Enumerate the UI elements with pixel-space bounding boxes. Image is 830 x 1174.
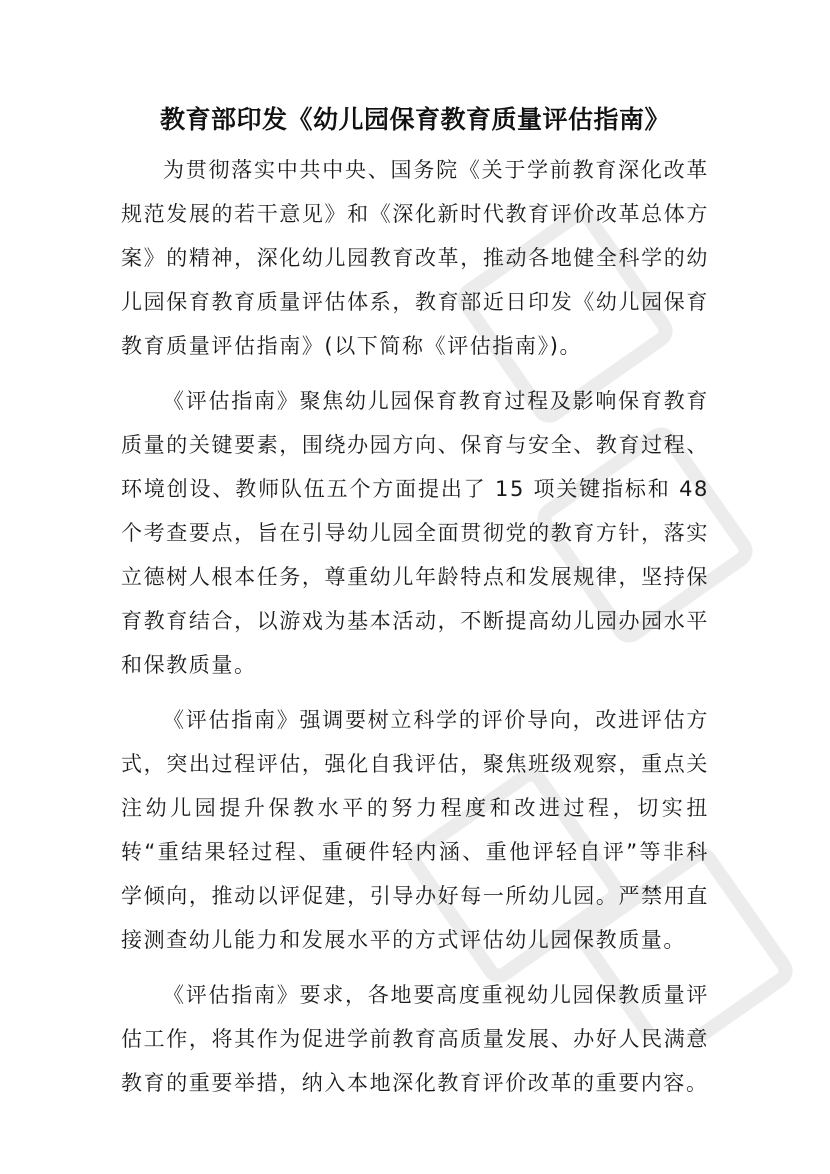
paragraph-2: 《评估指南》聚焦幼儿园保育教育过程及影响保育教育质量的关键要素，围绕办园方向、保育与安全、教育过程、环境创设、教师队伍五个方面提出了 15 项关键指标和 48 个考查要点，旨在引导幼儿园全面贯彻党的教育方针，落实立德树人根本任务，尊重幼儿年龄特点和发展规律，坚持保育教育结合，以游戏为基本活动，不断提高幼儿园办园水平和保教质量。	[121, 389, 709, 677]
paragraph-1: 为贯彻落实中共中央、国务院《关于学前教育深化改革规范发展的若干意见》和《深化新时代教育评价改革总体方案》的精神，深化幼儿园教育改革，推动各地健全科学的幼儿园保育教育质量评估体系，教育部近日印发《幼儿园保育教育质量评估指南》(以下简称《评估指南》)。	[121, 158, 709, 358]
document-body	[121, 148, 709, 1116]
document-title: 教育部印发《幼儿园保育教育质量评估指南》	[159, 105, 670, 134]
paragraph-4: 《评估指南》要求，各地要高度重视幼儿园保教质量评估工作，将其作为促进学前教育高质量发展、办好人民满意教育的重要举措，纳入本地深化教育评价改革的重要内容。	[121, 983, 709, 1095]
paragraph-3: 《评估指南》强调要树立科学的评价导向，改进评估方式，突出过程评估，强化自我评估，聚焦班级观察，重点关注幼儿园提升保教水平的努力程度和改进过程，切实扭转“重结果轻过程、重硬件轻内涵、重他评轻自评”等非科学倾向，推动以评促建，引导办好每一所幼儿园。严禁用直接测查幼儿能力和发展水平的方式评估幼儿园保教质量。	[121, 708, 709, 952]
